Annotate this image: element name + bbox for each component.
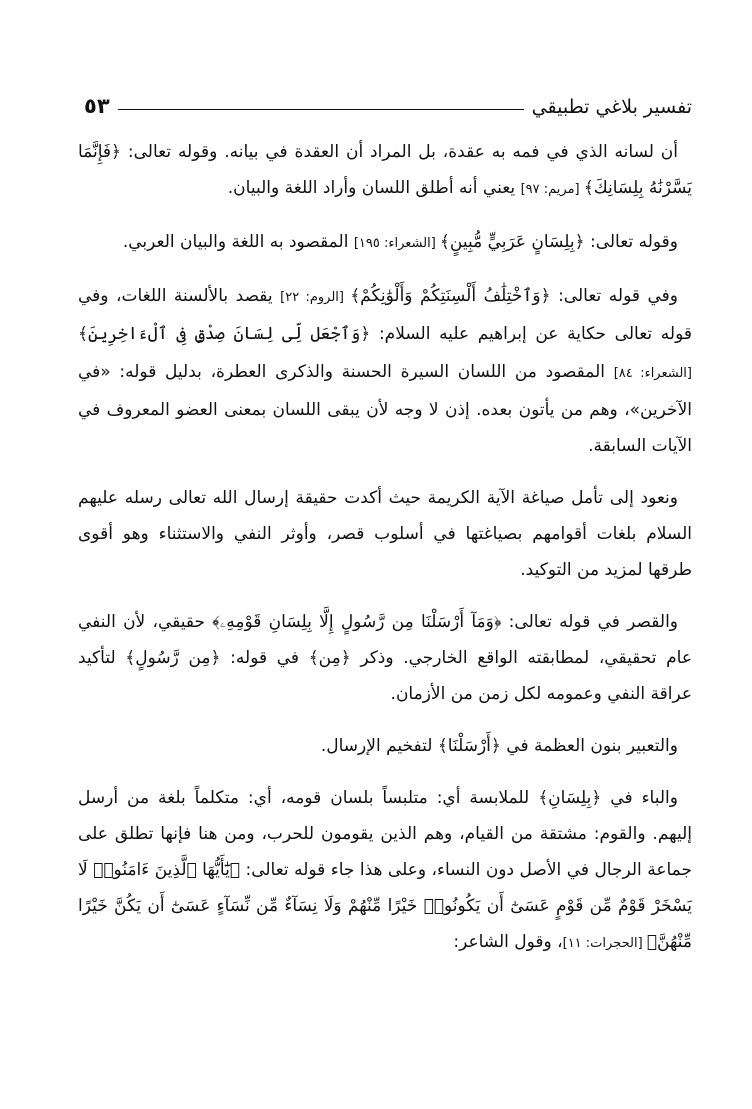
running-title: تفسير بلاغي تطبيقي	[531, 96, 692, 118]
body-text	[78, 134, 692, 978]
paragraph	[78, 480, 692, 588]
paragraph-text: وفي قوله تعالى:	[550, 286, 678, 306]
paragraph-text: المقصود من اللسان السيرة الحسنة والذكرى العطرة، بدليل قوله: «في الآخرين»، وهم من يأتون بعده. إذن لا وجه لأن يبقى اللسان بمعنى العضو المعروف في الآيات السابقة.	[78, 362, 692, 456]
paragraph	[78, 604, 692, 712]
paragraph-text: حقيقي، لأن النفي عام تحقيقي، لمطابقته الواقع الخارجي. وذكر	[78, 612, 693, 668]
quran-verse: ﴿بِلِسَانٍ عَرَبِيٍّ مُّبِينٍ﴾	[439, 232, 585, 252]
paragraph-text: للملابسة أي: متلبساً بلسان قومه، أي: متكلماً بلغة من أرسل إليهم. والقوم: مشتقة من القيام، وهم الذين يقومون للحرب، ومن هنا فإنها تطلق على جماعة الرجال في الأصل دون النساء، وعلى هذا جاء قوله تعالى:	[78, 788, 692, 880]
verse-reference: [الشعراء: ١٩٥]	[353, 236, 440, 251]
paragraph	[78, 278, 692, 464]
paragraph	[78, 728, 692, 764]
verse-reference: [الروم: ٢٢]	[280, 290, 351, 305]
verse-reference: [الحجرات: ١١]	[562, 936, 647, 951]
page-number: ٥٣	[84, 94, 110, 118]
paragraph-text: لتأكيد عراقة النفي وعمومه لكل زمن من الأزمان.	[78, 648, 692, 704]
quran-verse: ﴿مِن﴾	[308, 648, 351, 668]
paragraph-text: المقصود به اللغة والبيان العربي.	[122, 232, 354, 252]
quran-verse: ﴿يَٰٓأَيُّهَا ٱلَّذِينَ ءَامَنُوا۟ لَا يَسْخَرْ قَوْمٌ مِّن قَوْمٍ عَسَىٰٓ أَن يَكُونُوا۟ خَيْرًا مِّنْهُمْ وَلَا نِسَآءٌ مِّن نِّسَآءٍ عَسَىٰٓ أَن يَكُنَّ خَيْرًا مِّنْهُنَّ﴾	[78, 860, 692, 952]
quran-verse: ﴿مِن رَّسُولٍ﴾	[125, 648, 221, 668]
quran-verse: ﴿بِلِسَانِ﴾	[538, 788, 602, 808]
paragraph-text: يقصد بالألسنة اللغات، وفي قوله تعالى حكاية عن إبراهيم عليه السلام:	[78, 286, 692, 344]
quran-verse: ﴿فَإِنَّمَا يَسَّرْنَٰهُ بِلِسَانِكَ﴾	[78, 142, 692, 198]
paragraph-text: ، وقول الشاعر:	[453, 932, 563, 952]
quran-verse: ﴿وَٱخْتِلَٰفُ أَلْسِنَتِكُمْ وَأَلْوَٰنِكُمْ﴾	[350, 286, 551, 306]
verse-reference: [الشعراء: ٨٤]	[613, 366, 692, 381]
header-rule	[118, 109, 524, 110]
paragraph-text: في قوله:	[220, 648, 309, 668]
paragraph-text: والباء في	[601, 788, 678, 808]
quran-verse: ﴿أَرْسَلْنَا﴾	[437, 736, 501, 756]
quran-verse: ﴿وَمَآ أَرْسَلْنَا مِن رَّسُولٍ إِلَّا بِلِسَانِ قَوْمِهِۦ﴾	[212, 612, 502, 632]
quran-verse: ﴿وَٱجْعَل لِّى لِسَانَ صِدْقٍ فِى ٱلْءَاخِرِينَ﴾	[78, 324, 371, 344]
paragraph-text: وقوله تعالى:	[584, 232, 678, 252]
paragraph-text: أن لسانه الذي في فمه به عقدة، بل المراد أن العقدة في بيانه. وقوله تعالى:	[121, 142, 678, 162]
paragraph-text: والتعبير بنون العظمة في	[500, 736, 678, 756]
verse-reference: [مريم: ٩٧]	[520, 182, 584, 197]
paragraph	[78, 134, 692, 208]
paragraph-text: يعني أنه أطلق اللسان وأراد اللغة والبيان.	[227, 178, 521, 198]
page-header	[84, 84, 692, 118]
paragraph-text: ونعود إلى تأمل صياغة الآية الكريمة حيث أكدت حقيقة إرسال الله تعالى رسله عليهم السلام بلغات أقوامهم بصياغتها في أسلوب قصر، وأوثر النفي والاستثناء وهو أقوى طرقها لمزيد من التوكيد.	[78, 488, 692, 580]
paragraph-text: لتفخيم الإرسال.	[320, 736, 438, 756]
paragraph	[78, 224, 692, 262]
paragraph-text: والقصر في قوله تعالى:	[501, 612, 678, 632]
paragraph	[78, 780, 692, 962]
